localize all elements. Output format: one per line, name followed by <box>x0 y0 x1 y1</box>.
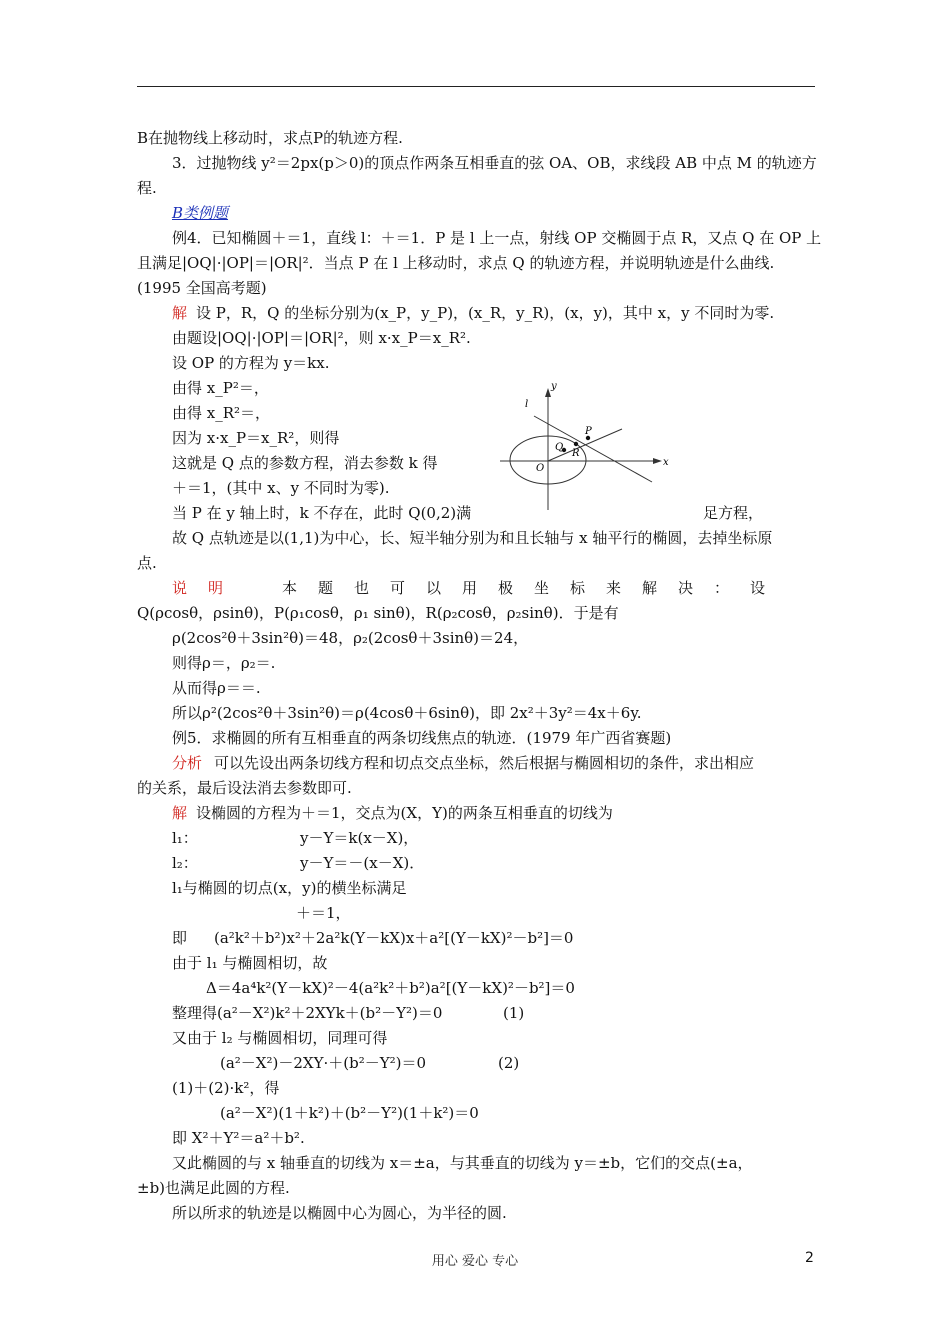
text-line: (1)＋(2)·k²，得 <box>172 1079 280 1097</box>
footer-text: 用心 爱心 专心 <box>431 1254 519 1269</box>
text-line: 例4．已知椭圆＋＝1，直线 l：＋＝1．P 是 l 上一点，射线 OP 交椭圆于点 R，又点 Q 在 OP 上 <box>172 229 822 247</box>
equation-number: (2) <box>498 1054 520 1072</box>
text-line: 由题设|OQ|·|OP|＝|OR|²，则 x·x_P＝x_R². <box>172 329 471 347</box>
label-l: l <box>525 399 529 410</box>
text-line: 设椭圆的方程为＋＝1，交点为(X，Y)的两条互相垂直的切线为 <box>196 804 613 822</box>
label-P: P <box>585 426 592 437</box>
text-line: ρ(2cos²θ＋3sin²θ)＝48，ρ₂(2cosθ＋3sinθ)＝24， <box>172 629 529 647</box>
text-line: 整理得(a²－X²)k²＋2XYk＋(b²－Y²)＝0 <box>172 1004 443 1022</box>
text-line: 又由于 l₂ 与椭圆相切，同理可得 <box>172 1029 388 1047</box>
label-y: y <box>551 381 557 392</box>
analysis-label: 分析 <box>172 754 203 772</box>
text-line: (a²－X²)(1＋k²)＋(b²－Y²)(1＋k²)＝0 <box>220 1104 479 1122</box>
text-line: 足方程， <box>703 504 764 522</box>
text-line: 点. <box>137 554 157 572</box>
text-line: Q(ρcosθ，ρsinθ)，P(ρ₁cosθ，ρ₁ sinθ)，R(ρ₂cosθ，ρ₂sinθ)．于是有 <box>137 604 619 622</box>
text-line: 因为 x·x_P＝x_R²，则得 <box>172 429 340 447</box>
section-link[interactable]: B类例题 <box>172 204 229 222</box>
text-line: 的关系，最后设法消去参数即可. <box>137 779 352 797</box>
page-number: 2 <box>805 1250 814 1266</box>
text-line: 且满足|OQ|·|OP|＝|OR|²．当点 P 在 l 上移动时，求点 Q 的轨迹方程，并说明轨迹是什么曲线. <box>137 254 775 272</box>
text-line: 所以ρ²(2cos²θ＋3sin²θ)＝ρ(4cosθ＋6sinθ)，即 2x²＋3y²＝4x＋6y. <box>172 704 642 722</box>
text-line: 从而得ρ＝＝. <box>172 679 261 697</box>
text-line: l₁： <box>172 829 198 847</box>
text-line: ＋＝1，(其中 x、y 不同时为零). <box>172 479 390 497</box>
text-line: 可以先设出两条切线方程和切点交点坐标，然后根据与椭圆相切的条件，求出相应 <box>214 754 755 772</box>
text-line: (a²k²＋b²)x²＋2a²k(Y－kX)x＋a²[(Y－kX)²－b²]＝0 <box>214 929 574 947</box>
text-line: 由得 x_P²＝， <box>172 379 269 397</box>
point-R <box>574 442 578 446</box>
text-line: y－Y＝－(x－X)． <box>300 854 425 872</box>
text-line: l₂： <box>172 854 198 872</box>
note-label: 说明 <box>172 579 245 597</box>
ellipse-figure <box>496 374 686 514</box>
text-line: ＋＝1， <box>296 904 351 922</box>
line-l <box>534 416 652 482</box>
text-line: 3．过抛物线 y²＝2px(p＞0)的顶点作两条互相垂直的弦 OA、OB，求线段 AB 中点 M 的轨迹方 <box>172 154 817 172</box>
label-Q: Q <box>555 442 564 453</box>
text-line: 由于 l₁ 与椭圆相切，故 <box>172 954 328 972</box>
equation-number: (1) <box>503 1004 525 1022</box>
label-O: O <box>536 463 545 474</box>
label-x: x <box>663 457 669 468</box>
x-axis-arrow-icon <box>653 458 662 464</box>
text-line: 例5．求椭圆的所有互相垂直的两条切线焦点的轨迹．(1979 年广西省赛题) <box>172 729 672 747</box>
text-line: 即 X²＋Y²＝a²＋b². <box>172 1129 305 1147</box>
text-line: 设 OP 的方程为 y＝kx. <box>172 354 330 372</box>
text-line: Δ＝4a⁴k²(Y－kX)²－4(a²k²＋b²)a²[(Y－kX)²－b²]＝0 <box>206 979 575 997</box>
text-line: 故 Q 点轨迹是以(1,1)为中心，长、短半轴分别为和且长轴与 x 轴平行的椭圆，去掉坐标原 <box>172 529 773 547</box>
text-line: B在抛物线上移动时，求点P的轨迹方程. <box>137 129 403 147</box>
text-line: l₁与椭圆的切点(x，y)的横坐标满足 <box>172 879 407 897</box>
text-line: 则得ρ＝，ρ₂＝. <box>172 654 276 672</box>
text-line: 本题也可以用极坐标来解决：设 <box>282 579 787 597</box>
solution-label: 解 <box>172 804 188 822</box>
solution-label: 解 <box>172 304 188 322</box>
text-line: 即 <box>172 929 188 947</box>
text-line: 又此椭圆的与 x 轴垂直的切线为 x＝±a，与其垂直的切线为 y＝±b，它们的交点(±a， <box>172 1154 753 1172</box>
text-line: 当 P 在 y 轴上时，k 不存在，此时 Q(0,2)满 <box>172 504 472 522</box>
text-line: (a²－X²)－2XY·＋(b²－Y²)＝0 <box>220 1054 427 1072</box>
text-line: 程. <box>137 179 157 197</box>
header-rule <box>137 86 815 87</box>
text-line: (1995 全国高考题) <box>137 279 267 297</box>
text-line: 所以所求的轨迹是以椭圆中心为圆心，为半径的圆. <box>172 1204 507 1222</box>
label-R: R <box>572 448 580 459</box>
text-line: 由得 x_R²＝， <box>172 404 271 422</box>
text-line: 设 P，R，Q 的坐标分别为(x_P，y_P)，(x_R，y_R)，(x，y)，其中 x，y 不同时为零. <box>196 304 775 322</box>
text-line: ±b)也满足此圆的方程. <box>137 1179 290 1197</box>
text-line: 这就是 Q 点的参数方程，消去参数 k 得 <box>172 454 438 472</box>
text-line: y－Y＝k(x－X)， <box>300 829 419 847</box>
